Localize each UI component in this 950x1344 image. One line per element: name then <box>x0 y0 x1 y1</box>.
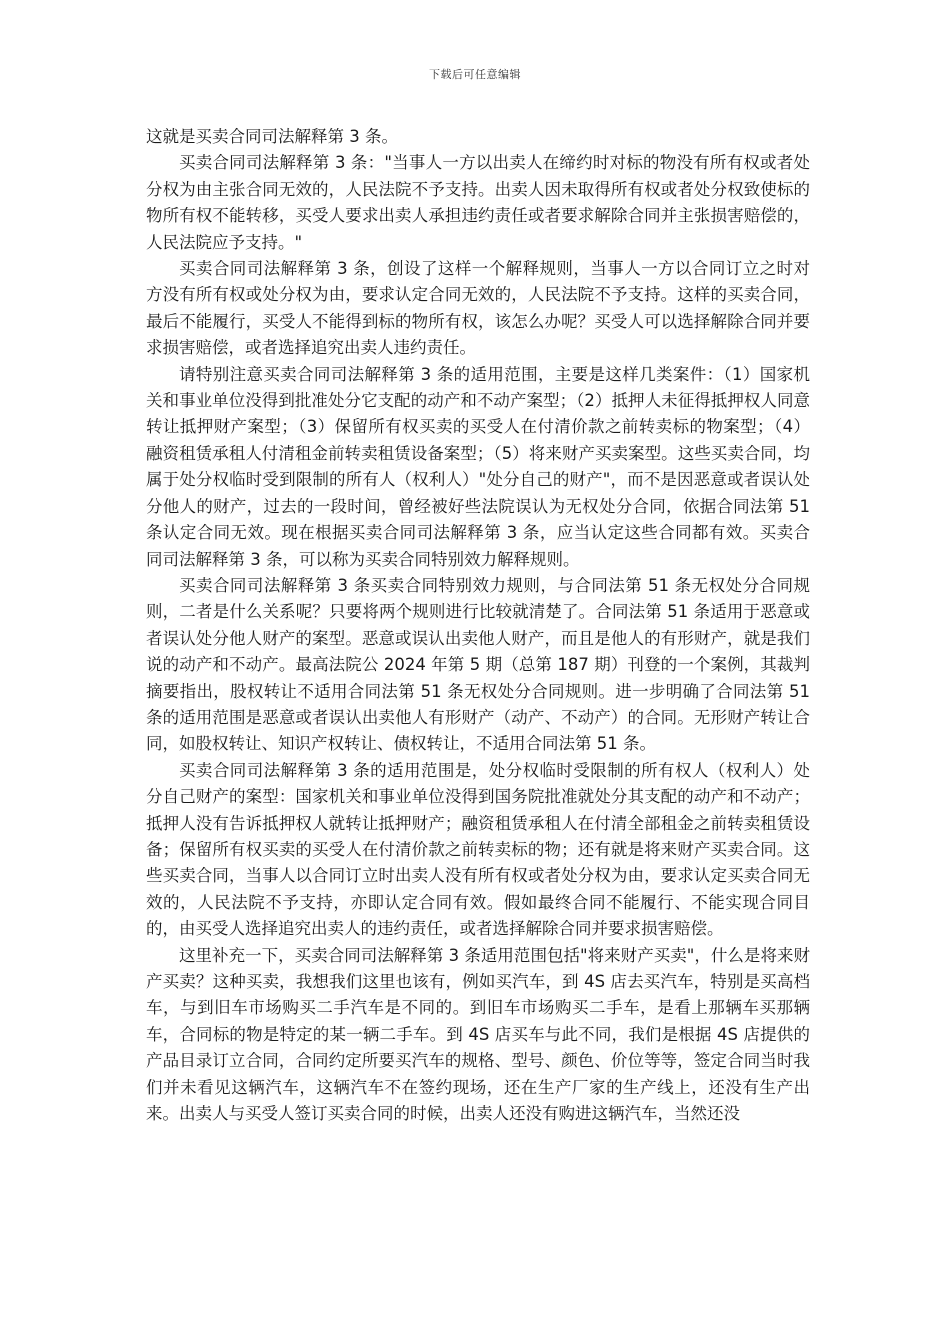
paragraph-2: 买卖合同司法解释第 3 条："当事人一方以出卖人在缔约时对标的物没有所有权或者处分权为由主张合同无效的，人民法院不予支持。出卖人因未取得所有权或者处分权致使标的物所有权不能转移，买受人要求出卖人承担违约责任或者要求解除合同并主张损害赔偿的，人民法院应予支持。" <box>146 153 810 252</box>
paragraph-5: 买卖合同司法解释第 3 条买卖合同特别效力规则，与合同法第 51 条无权处分合同规则，二者是什么关系呢？只要将两个规则进行比较就清楚了。合同法第 51 条适用于恶意或者误认处分他人财产的案型。恶意或误认出卖他人财产，而且是他人的有形财产，就是我们说的动产和不动产。最高法院公 2024 年第 5 期（总第 187 期）刊登的一个案例，其裁判摘要指出，股权转让不适用合同法第 51 条无权处分合同规则。进一步明确了合同法第 51 条的适用范围是恶意或者误认出卖他人有形财产（动产、不动产）的合同。无形财产转让合同，如股权转让、知识产权转让、债权转让，不适用合同法第 51 条。 <box>146 575 810 754</box>
paragraph-3: 买卖合同司法解释第 3 条，创设了这样一个解释规则，当事人一方以合同订立之时对方没有所有权或处分权为由，要求认定合同无效的，人民法院不予支持。这样的买卖合同，最后不能履行，买受人不能得到标的物所有权，该怎么办呢？买受人可以选择解除合同并要求损害赔偿，或者选择追究出卖人违约责任。 <box>146 259 810 358</box>
paragraph-4: 请特别注意买卖合同司法解释第 3 条的适用范围，主要是这样几类案件：（1）国家机关和事业单位没得到批准处分它支配的动产和不动产案型；（2）抵押人未征得抵押权人同意转让抵押财产案型；（3）保留所有权买卖的买受人在付清价款之前转卖标的物案型；（4）融资租赁承租人付清租金前转卖租赁设备案型；（5）将来财产买卖案型。这些买卖合同，均属于处分权临时受到限制的所有人（权利人）"处分自己的财产"，而不是因恶意或者误认处分他人的财产，过去的一段时间，曾经被好些法院误认为无权处分合同，依据合同法第 51 条认定合同无效。现在根据买卖合同司法解释第 3 条，应当认定这些合同都有效。买卖合同司法解释第 3 条，可以称为买卖合同特别效力解释规则。 <box>146 364 810 569</box>
paragraph-1: 这就是买卖合同司法解释第 3 条。 <box>146 127 398 146</box>
paragraph-6: 买卖合同司法解释第 3 条的适用范围是，处分权临时受限制的所有权人（权利人）处分自己财产的案型：国家机关和事业单位没得到国务院批准就处分其支配的动产和不动产；抵押人没有告诉抵押权人就转让抵押财产；融资租赁承租人在付清全部租金之前转卖租赁设备；保留所有权买卖的买受人在付清价款之前转卖标的物；还有就是将来财产买卖合同。这些买卖合同，当事人以合同订立时出卖人没有所有权或者处分权为由，要求认定买卖合同无效的，人民法院不予支持，亦即认定合同有效。假如最终合同不能履行、不能实现合同目的，由买受人选择追究出卖人的违约责任，或者选择解除合同并要求损害赔偿。 <box>146 760 810 939</box>
page-header-note: 下载后可任意编辑 <box>429 68 521 81</box>
document-body <box>146 124 810 1127</box>
paragraph-7: 这里补充一下，买卖合同司法解释第 3 条适用范围包括"将来财产买卖"，什么是将来财产买卖？这种买卖，我想我们这里也该有，例如买汽车，到 4S 店去买汽车，特别是买高档车，与到旧车市场购买二手汽车是不同的。到旧车市场购买二手车，是看上那辆车买那辆车，合同标的物是特定的某一辆二手车。到 4S 店买车与此不同，我们是根据 4S 店提供的产品目录订立合同，合同约定所要买汽车的规格、型号、颜色、价位等等，签定合同当时我们并未看见这辆汽车，这辆汽车不在签约现场，还在生产厂家的生产线上，还没有生产出来。出卖人与买受人签订买卖合同的时候，出卖人还没有购进这辆汽车，当然还没 <box>146 945 810 1124</box>
